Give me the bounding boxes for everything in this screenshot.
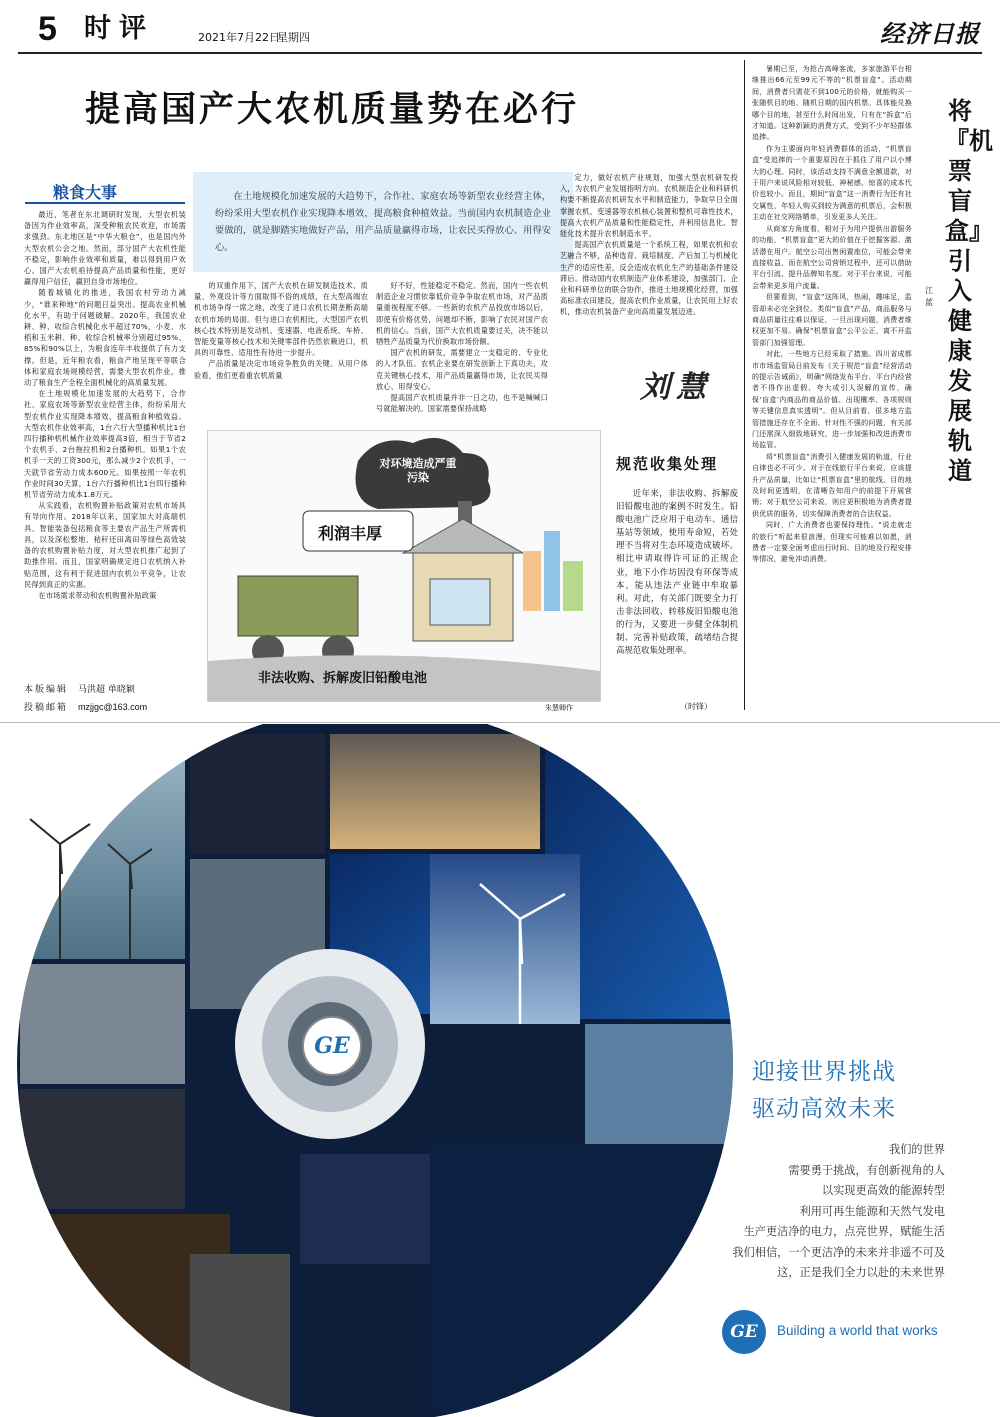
roof-shape [403, 519, 523, 553]
editor-label: 本版编辑 [24, 685, 69, 695]
turbine-part-panel [20, 964, 185, 1084]
article-paragraph: 提高国产农机质量是一个系统工程，如果农机和农艺融合不够，品种选育、栽培制度、产后加工与机械化生产的适应性差，反会造成农机化生产的基础条件建设滞后。推动国内农机制造产业体系建设，加强部门、企业和科研单位的联合协作，推进土地规模化经营，加强高标准农田建设，提高农机作业质量，让农民用上好农机，推动农机装备产业向高质量发展迈进。 [560, 240, 738, 317]
ad-body-line: 我们的世界 [889, 1143, 945, 1156]
ad-body-line: 我们相信，一个更洁净的未来并非遥不可及 [732, 1245, 945, 1259]
wind-farm-panel [20, 734, 185, 959]
cloud-text: 对环境造成严重污染 [379, 457, 457, 484]
side-paragraph: 对此，一些地方已经采取了措施。四川省成都市市场监管局日前发布《关于规范“盲盒”经营活动的提示告诫函》，明确“网络发布平台、平台内经营者不得作出虚假、夸大或引人误解的宣传，确保‘盲盒’内商品的商品价值、出现概率、各项规则等关键信息真实透明”。但从目前看，很多地方监管措施还存在不全面、针对性不强的问题，有关部门还需深入细致地研究，进一步加强和改进消费市场监管。 [752, 350, 912, 450]
article-paragraph: 最近，笔者在东北调研时发现，大型农机装备因为作业效率高，深受种粮农民欢迎，市场需求强劲。东北地区是“中华大粮仓”，也是国内外大型农机公会之地。然而，部分国产大农机性能不稳定，影响作业效率和质量，难以得到用户欢心。国产大农机亟待提高产品质量和性能，更好赢得用户信任，赢回自身市场地位。 [24, 210, 186, 287]
main-headline: 提高国产大农机质量势在必行 [85, 90, 580, 130]
side-article-body [752, 64, 912, 712]
article-column-3 [376, 280, 548, 414]
email-label: 投稿邮箱 [24, 703, 69, 713]
issue-weekday: 星期四 [277, 31, 310, 44]
email-address: mzjjgc@163.com [78, 702, 148, 712]
substation-panel [585, 1024, 745, 1144]
ad-headline-1: 迎接世界挑战 [752, 1059, 896, 1085]
column-tag-label: 粮食大事 [53, 183, 118, 202]
column-tag [25, 180, 185, 206]
ad-body [655, 1140, 945, 1284]
solar-panel [20, 1089, 185, 1209]
page-number: 5 [38, 10, 57, 48]
workers-panel [330, 734, 540, 849]
ad-body-line: 需要勇于挑战，有创新视角的人 [788, 1163, 945, 1177]
ad-body-line: 利用可再生能源和天然气发电 [799, 1204, 945, 1218]
ad-body-line: 生产更洁净的电力，点亮世界，赋能生活 [743, 1225, 945, 1238]
article-paragraph: 在市场需求带动和农机购置补贴政策 [38, 590, 157, 600]
section-name: 时评 [84, 13, 154, 44]
ge-logo-icon: GE [722, 1310, 766, 1354]
author-signature: 刘慧 [640, 370, 712, 405]
cartoon-caption: 非法收购、拆解废旧铅酸电池 [258, 671, 428, 686]
article-paragraph: 的双重作用下，国产大农机在研发制造技术、质量、外观设计等方面取得不俗的成绩，在大型高端农机市场争得一席之地，改变了进口农机长期垄断高端农机市场的局面。但与进口农机相比，大型国产农机核心技术特别是发动机、变速器、电液系统、车桥、智能变量等核心技术和关键零部件仍然依赖进口，机具的可靠性、适用性有待进一步提升。 [194, 281, 368, 358]
cartoon-artist: 朱慧卿作 [545, 704, 573, 712]
masthead-rule [18, 52, 982, 54]
industrial-panel [300, 1154, 430, 1264]
ad-headline-2: 驱动高效未来 [752, 1096, 896, 1122]
ge-brand-block [722, 1310, 962, 1356]
ge-advertisement [0, 724, 1000, 1417]
masthead [0, 0, 1000, 52]
side-paragraph: 暑期已至，为抢占高峰客流，多家旅游平台相继推出66元至99元不等的“机票盲盒”。活动期间，消费者只需花不到100元的价格，就能购买一张随机目的地、随机日期的国内机票。具体能兑换哪个目的地，甚至什么时间出发，只有在“拆盒”后才知道。这种新颖的消费方式，受到不少年轻群体追捧。 [752, 65, 912, 142]
cartoon-commentary: 近年来，非法收购、拆解废旧铅酸电池的案例不时发生。铅酸电池广泛应用于电动车、通信基站等领域，使用寿命短，若处理不当将对生态环境造成破坏。相比申请取得许可证的正规企业，地下小作坊因没有环保等成本，能从违法产业链中牟取暴利。对此，有关部门既要全力打击非法回收、转移废旧铅酸电池的行为，又要进一步健全体制机制、完善补贴政策，疏堵结合提高规范收集处理率。 [616, 488, 738, 656]
side-author: 江蓝 [925, 286, 933, 307]
issue-date: 2021年7月22日 [198, 31, 280, 44]
cartoon-title: 规范收集处理 [616, 455, 719, 473]
side-paragraph: 作为主要面向年轻消费群体的活动，“机票盲盒”受追捧的一个重要原因在于抓住了用户以小博大的心理。同时，该活动支持不满意全额退款，对于用户来说风险相对较低、神秘感、惊喜的成本代价也较小。而且，期间“盲盒”这一消费行为还有社交属性，年轻人购买到较为满意的机票后，会积极主动在社交网络晒单，引发更多人关注。 [752, 144, 912, 222]
ad-body-line: 这，正是我们全力以赴的未来世界 [777, 1266, 945, 1279]
article-paragraph: 定力，做好农机产业规划，加强大型农机研发投入，为农机产业发展指明方向。农机制造企业和科研机构要不断提高农机研发水平和制造能力，争取早日全面掌握农机、变速器等农机核心装置和整机可靠性技术，提高大农机产品质量和性能稳定性，并利用信息化、智能化技术提升农机制造水平。 [560, 173, 738, 239]
article-paragraph: 产品质量是决定市场竞争胜负的关键。从用户体验看，他们更看重农机质量 [194, 359, 368, 380]
article-paragraph: 国产农机的研发，需要建立一支稳定的、专业化的人才队伍。农机企业要在研发创新上下真功夫，攻克关键核心技术，用产品质量赢得市场，让农民买得放心、用得安心。 [376, 348, 548, 391]
article-paragraph: 从实践看，农机购置补贴政策对农机市场具有导向作用。2018年以来，国家加大对高端机具、智能装备包括粮食等主要农产品生产所需机具，以及深松整地、秸秆还田离田等绿色高效装备的农机购置补贴力度，对大型农机推广起到了助推作用。而且，国家明确规定进口农机纳入补贴范围，这有利于促进国内农机公平竞争，让农民得到真正的实惠。 [24, 501, 186, 589]
article-column-1 [24, 209, 186, 668]
ad-body-line: 以实现更高效的能源转型 [821, 1184, 945, 1197]
article-paragraph: 随着城镇化的推进，我国农村劳动力减少，“谁来种地”的问题日益突出。提高农业机械化水平，有助于问题破解。2020年，我国农业耕、种、收综合机械化水平超过70%，小麦、水稻和玉米耕、种、收综合机械率分别超过95%、85%和90%以上，为粮食连年丰收提供了有力支撑。但是，近年粮农看，粮食产地呈现平等联合体和家庭农场规模经营，需要大型农机作业，推动了粮食生产全程全面机械化的高质量发展。 [24, 288, 186, 388]
article-paragraph: 好不好，性能稳定不稳定。然而，国内一些农机制造企业习惯依靠低价竞争争取农机市场，对产品质量重视程度不够。一些新的农机产品投放市场以后，即使有价格优势，问题却不断，影响了农民对国产农机的信心。当前，国产大农机质量要过关，决不能以牺牲产品质量为代价换取市场份额。 [376, 281, 548, 347]
side-headline: 将『机票盲盒』引入健康发展轨道 [945, 97, 993, 485]
side-paragraph: 同时，广大消费者也要保持理性。“说走就走的旅行”听起来很浪漫，但现实可能难以如愿，消费者一定要全面考虑出行时间、目的地及行程安排等情况，避免冲动消费。 [752, 521, 912, 564]
ge-center-logo: GE [302, 1016, 362, 1076]
battery-pile-shape [238, 576, 358, 636]
lead-text: 在土地规模化加速发展的大趋势下，合作社、家庭农场等新型农业经营主体，纷纷采用大型农机作业实现降本增效，提高粮食种植效益。当前国内农机制造企业要做的，就是脚踏实地做好产品，用产品质量赢得市场，让农民买得放心、用得安心。 [215, 191, 551, 253]
column-divider [744, 60, 745, 710]
ad-divider [0, 722, 1000, 723]
side-paragraph: 将“机票盲盒”消费引入健康发展的轨道，行业自律也必不可少。对于在线旅行平台来说，应该提升产品质量，比如让“机票盲盒”里的航线、目的地及时间更透明，在清晰告知用户的前提下开展营销；对于航空公司来说，则应更积极地为消费者提供优质的服务，切实保障消费者的合法权益。 [752, 452, 912, 518]
paper-logo: 经济日报 [880, 19, 980, 48]
lead-box [193, 172, 573, 272]
window-shape [430, 579, 490, 625]
ge-slogan: Building a world that works [777, 1323, 938, 1338]
cartoon-illustration [207, 430, 601, 702]
credits [24, 682, 194, 718]
city-night-panel [190, 734, 325, 854]
wind-turbine-panel [430, 854, 580, 1024]
article-column-2 [194, 280, 368, 414]
side-paragraph: 从商家方角度看，相对于为用户提供出游服务的功能，“机票盲盒”更大的价值在于挖掘客源、激活潜在用户。航空公司出售闲置座位，可能会带来直接收益，而在航空公司营销过程中，还可以借助平台引流、提升品牌知名度。对于平台来说，可能会带来更多用户流量。 [752, 224, 912, 290]
article-paragraph: 在土地规模化加速发展的大趋势下，合作社、家庭农场等新型农业经营主体，纷纷采用大型农机作业实现降本增效，提高粮食种植效益。大型农机作业效率高，1台六行大型播种机比1台四行播种机机械作业效率提高3倍，相当于节省2个农机手、2台拖拉机和2台播种机。如果1个农机手一天的工资300元，那么减少2个农机手，一天就节省劳动力成本600元。如果按照一年农机作业时间30天算，1台六行播种机比1台四行播种机节省劳动力成本1.8万元。 [24, 389, 186, 500]
editor-names: 马洪超 单晓颖 [78, 685, 135, 695]
article-paragraph: 提高国产农机质量并非一日之功，也不是喊喊口号就能解决的。国家需要保持战略 [376, 393, 548, 414]
building-2-shape [544, 531, 560, 611]
engineer-panel [190, 1254, 290, 1414]
cartoon-source: （时锋） [680, 702, 712, 711]
side-paragraph: 但要看到，“盲盒”这阵风，热闹，趣味足，监管却未必完全到位。类似“盲盒”产品，商品服务与商品质量往往难以保证，一旦出现问题，消费者维权更加不易。确保“机票盲盒”公平公正，离不开监管部门加强管理。 [752, 293, 912, 347]
building-1-shape [523, 551, 541, 611]
building-3-shape [563, 561, 583, 611]
sign-text: 利润丰厚 [318, 524, 383, 543]
